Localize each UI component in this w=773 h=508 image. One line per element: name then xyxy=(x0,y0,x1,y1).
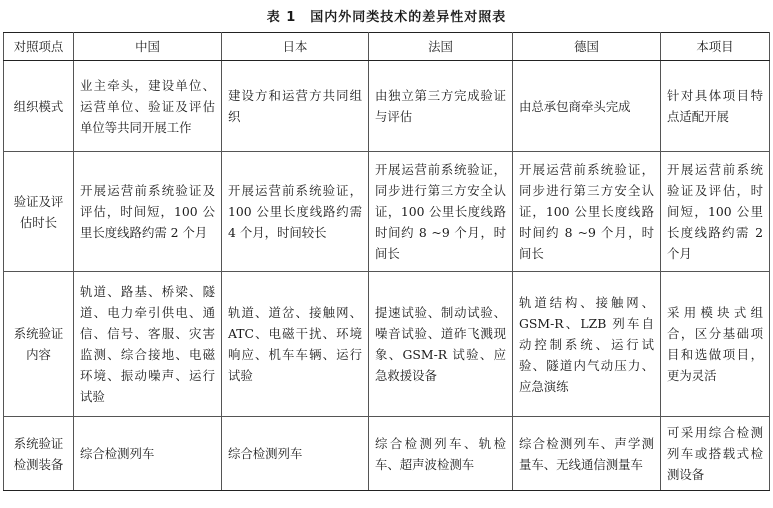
table-number: 表 1 xyxy=(266,10,297,25)
row-label: 验证及评估时长 xyxy=(4,152,74,272)
table-cell: 开展运营前系统验证，100 公里长度线路约需 4 个月，时间较长 xyxy=(222,152,369,272)
table-row xyxy=(4,61,770,152)
column-header: 法国 xyxy=(369,33,513,61)
table-row xyxy=(4,272,770,417)
table-cell: 开展运营前系统验证，同步进行第三方安全认证，100 公里长度线路时间约 8 ~9 个月，时间长 xyxy=(369,152,513,272)
column-header: 对照项点 xyxy=(4,33,74,61)
table-cell: 综合检测列车 xyxy=(222,417,369,491)
table-row xyxy=(4,152,770,272)
row-label: 系统验证内容 xyxy=(4,272,74,417)
column-header: 德国 xyxy=(513,33,661,61)
table-cell: 由总承包商牵头完成 xyxy=(513,61,661,152)
table-cell: 轨道、道岔、接触网、ATC、电磁干扰、环境响应、机车车辆、运行试验 xyxy=(222,272,369,417)
table-title: 国内外同类技术的差异性对照表 xyxy=(310,10,507,25)
table-cell: 综合检测列车 xyxy=(74,417,222,491)
table-cell: 业主牵头，建设单位、运营单位、验证及评估单位等共同开展工作 xyxy=(74,61,222,152)
table-row xyxy=(4,417,770,491)
table-cell: 可采用综合检测列车或搭载式检测设备 xyxy=(661,417,770,491)
table-cell: 开展运营前系统验证及评估，时间短，100 公里长度线路约需 2 个月 xyxy=(74,152,222,272)
table-cell: 综合检测列车、声学测量车、无线通信测量车 xyxy=(513,417,661,491)
table-cell: 轨道、路基、桥梁、隧道、电力牵引供电、通信、信号、客服、灾害监测、综合接地、电磁环境、振动噪声、运行试验 xyxy=(74,272,222,417)
row-label: 组织模式 xyxy=(4,61,74,152)
table-cell: 采用模块式组合，区分基础项目和选做项目，更为灵活 xyxy=(661,272,770,417)
table-cell: 轨道结构、接触网、GSM-R、LZB 列车自动控制系统、运行试验、隧道内气动压力、应急演练 xyxy=(513,272,661,417)
table-cell: 开展运营前系统验证及评估，时间短，100 公里长度线路约需 2 个月 xyxy=(661,152,770,272)
table-cell: 开展运营前系统验证，同步进行第三方安全认证，100 公里长度线路时间约 8 ~9 个月，时间长 xyxy=(513,152,661,272)
comparison-table xyxy=(3,32,770,491)
table-cell: 由独立第三方完成验证与评估 xyxy=(369,61,513,152)
table-cell: 提速试验、制动试验、噪音试验、道砟飞溅现象、GSM-R 试验、应急救援设备 xyxy=(369,272,513,417)
header-row xyxy=(4,33,770,61)
table-cell: 针对具体项目特点适配开展 xyxy=(661,61,770,152)
column-header: 日本 xyxy=(222,33,369,61)
table-cell: 建设方和运营方共同组织 xyxy=(222,61,369,152)
column-header: 中国 xyxy=(74,33,222,61)
table-cell: 综合检测列车、轨检车、超声波检测车 xyxy=(369,417,513,491)
column-header: 本项目 xyxy=(661,33,770,61)
table-caption xyxy=(0,6,773,25)
row-label: 系统验证检测装备 xyxy=(4,417,74,491)
